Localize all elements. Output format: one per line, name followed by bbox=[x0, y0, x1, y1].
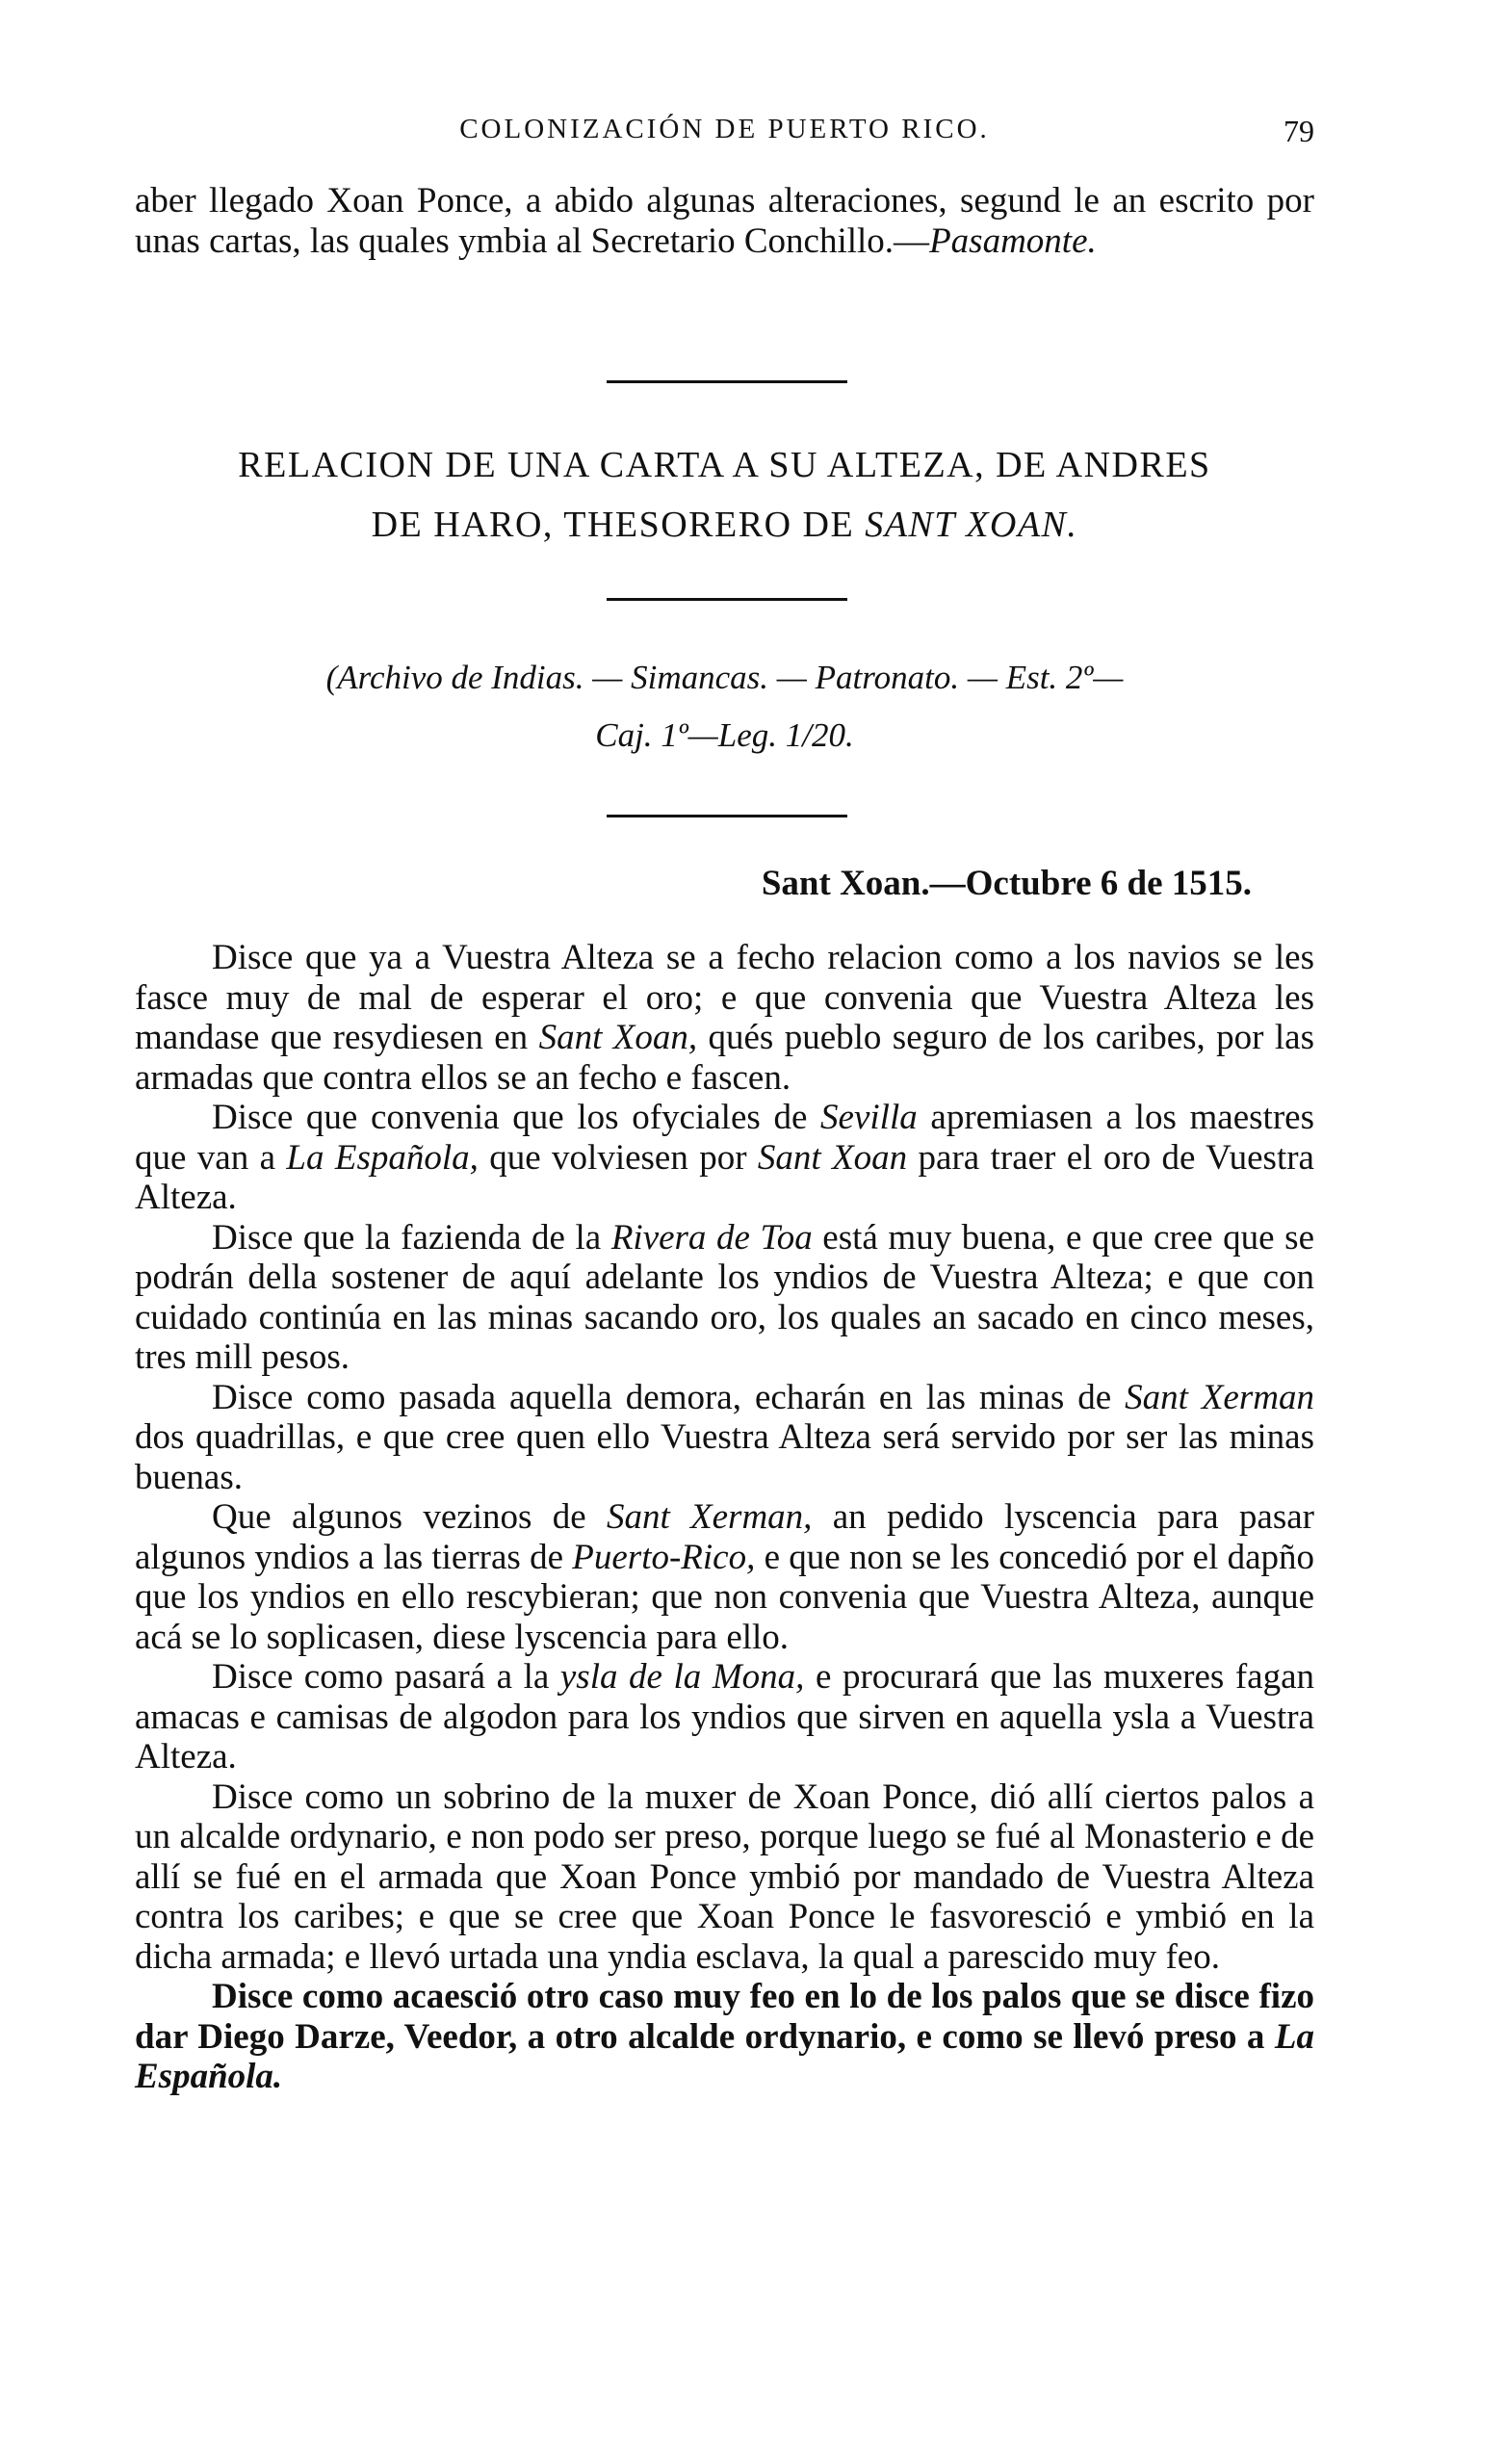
place-name: Sant Xerman bbox=[1125, 1377, 1314, 1417]
place-name: Puerto-Rico, bbox=[572, 1537, 756, 1577]
title-line-2-prefix: DE HARO, THESORERO DE bbox=[371, 505, 866, 545]
paragraph-text: Disce que ya a Vuestra Alteza se a fecho relacion como a los navios se les fasce muy de mal de esperar el oro; e que convenia que Vuestra Alteza les mandase que resydiesen en bbox=[135, 938, 1314, 1057]
letter-body bbox=[135, 938, 1314, 2097]
place-name: Rivera de Toa bbox=[610, 1217, 813, 1258]
intro-paragraph bbox=[135, 181, 1314, 261]
paragraph-text: e que non se les concedió por el dapño que los yndios en ello rescybieran; que non convenia que Vuestra Alteza, aunque acá se lo soplicasen, diese lyscencia para ello. bbox=[135, 1537, 1314, 1657]
paragraph-text: está muy buena, e que cree que se podrán della sostener de aquí adelante los yndios de Vuestra Alteza; e que con cuidado continúa en las minas sacando oro, los quales an sacado en cinco meses, tres mill pesos. bbox=[135, 1217, 1314, 1377]
source-line-1: (Archivo de Indias. — Simancas. — Patronato. — Est. 2º— bbox=[325, 659, 1124, 696]
intro-text: aber llegado Xoan Ponce, a abido algunas alteraciones, segund le an escrito por unas cartas, las quales ymbia al Secretario Conchillo.— bbox=[135, 181, 1314, 261]
paragraph-text: Disce como pasada aquella demora, echarán en las minas de bbox=[212, 1377, 1126, 1417]
section-rule-bottom bbox=[607, 815, 847, 817]
paragraph-text: an pedido lyscencia para pasar algunos yndios a las tierras de bbox=[135, 1497, 1314, 1577]
place-name: La Española. bbox=[135, 2016, 1314, 2096]
paragraph-text: Que algunos vezinos de bbox=[212, 1497, 607, 1537]
title-line-1: RELACION DE UNA CARTA A SU ALTEZA, DE ANDRES bbox=[238, 445, 1211, 485]
paragraph-5 bbox=[135, 1497, 1314, 1657]
paragraph-7 bbox=[135, 1777, 1314, 1978]
paragraph-1 bbox=[135, 938, 1314, 1098]
page-header bbox=[135, 114, 1314, 162]
source-line-2: Caj. 1º—Leg. 1/20. bbox=[595, 716, 854, 754]
title-line-2-italic: SANT XOAN. bbox=[865, 505, 1078, 545]
paragraph-text: qués pueblo seguro de los caribes, por las armadas que contra ellos se an fecho e fascen. bbox=[135, 1018, 1314, 1098]
place-name: Sevilla bbox=[820, 1098, 918, 1137]
page-number: 79 bbox=[1284, 114, 1314, 148]
paragraph-text: Disce que convenia que los ofyciales de bbox=[212, 1098, 821, 1137]
paragraph-2 bbox=[135, 1098, 1314, 1218]
intro-signature: Pasamonte. bbox=[929, 220, 1097, 261]
paragraph-3 bbox=[135, 1218, 1314, 1378]
place-name: La Española, bbox=[286, 1137, 479, 1178]
paragraph-4 bbox=[135, 1378, 1314, 1498]
paragraph-8 bbox=[135, 1977, 1314, 2097]
paragraph-text: apremiasen a los maestres que van a bbox=[135, 1098, 1314, 1178]
place-name: Sant Xerman, bbox=[606, 1497, 813, 1537]
paragraph-text: e procurará que las muxeres fagan amacas e camisas de algodon para los yndios que sirven en aquella ysla a Vuestra Alteza. bbox=[135, 1657, 1314, 1777]
place-name: Sant Xoan, bbox=[538, 1018, 698, 1057]
title-line-2 bbox=[125, 495, 1324, 555]
paragraph-text: Disce que la fazienda de la bbox=[212, 1217, 611, 1258]
paragraph-text: para traer el oro de Vuestra Alteza. bbox=[135, 1137, 1314, 1217]
section-rule-middle bbox=[607, 598, 847, 601]
section-title bbox=[125, 435, 1324, 555]
paragraph-text: Disce como acaesció otro caso muy feo en lo de los palos que se disce fizo dar Diego Darze, Veedor, a otro alcalde ordynario, e como se llevó preso a bbox=[135, 1977, 1314, 2057]
paragraph-6 bbox=[135, 1657, 1314, 1777]
paragraph-text: dos quadrillas, e que cree quen ello Vuestra Alteza será servido por ser las minas buenas. bbox=[135, 1417, 1314, 1497]
section-rule-top bbox=[607, 380, 847, 383]
place-name: Sant Xoan bbox=[757, 1137, 908, 1178]
paragraph-text: Disce como pasará a la bbox=[212, 1657, 560, 1697]
dateline: Sant Xoan.—Octubre 6 de 1515. bbox=[761, 864, 1252, 903]
paragraph-text: que volviesen por bbox=[478, 1137, 758, 1178]
paragraph-text: Disce como un sobrino de la muxer de Xoan Ponce, dió allí ciertos palos a un alcalde ordynario, e non podo ser preso, porque luego se fué al Monasterio e de allí se fué en el armada que Xoan Ponce ymbió por mandado de Vuestra Alteza contra los caribes; e que se cree que Xoan Ponce le fasvoresció e ymbió en la dicha armada; e llevó urtada una yndia esclava, la qual a parescido muy feo. bbox=[135, 1777, 1314, 1977]
place-name: ysla de la Mona, bbox=[559, 1657, 805, 1697]
archive-source bbox=[135, 649, 1314, 765]
running-head: COLONIZACIÓN DE PUERTO RICO. bbox=[459, 114, 990, 144]
